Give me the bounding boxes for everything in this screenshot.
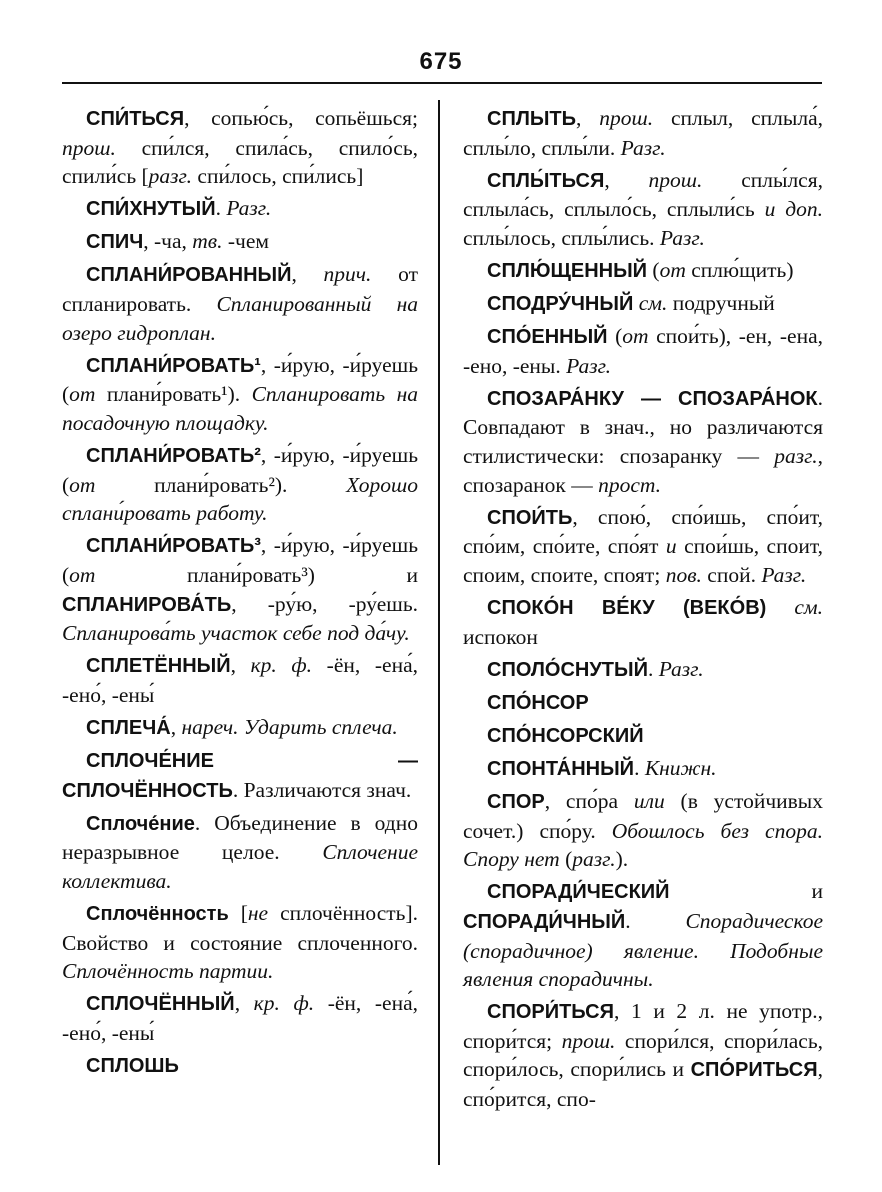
italic-text: Обошлось без спора. Спору нет xyxy=(463,818,823,872)
entry-text: плани́ровать²). xyxy=(95,472,347,497)
dictionary-entry xyxy=(463,655,823,685)
dictionary-entry xyxy=(62,351,418,438)
dictionary-entry xyxy=(62,809,418,896)
dictionary-entry xyxy=(62,651,418,709)
headword: СПОРАДИ́ЧНЫЙ xyxy=(463,910,626,933)
dictionary-entry xyxy=(463,289,823,319)
dictionary-entry xyxy=(463,688,823,718)
entry-text: . xyxy=(625,908,686,933)
entry-text: плани́ровать¹). xyxy=(95,382,252,407)
headword: СПОНТА́ННЫЙ xyxy=(487,757,635,780)
dictionary-entry xyxy=(463,104,823,162)
entry-text: подручный xyxy=(667,291,775,316)
entry-text: ). xyxy=(615,847,629,872)
entry-text: сплы́лся, сплыла́сь, сплыло́сь, сплыли́сь xyxy=(463,167,823,222)
entry-text: , xyxy=(170,714,182,739)
italic-text: прош. xyxy=(62,135,116,160)
page-number: 675 xyxy=(419,48,463,75)
entry-text: испокон xyxy=(463,624,538,649)
headword: СПЛЫТЬ xyxy=(487,108,577,130)
entry-text: и xyxy=(669,879,823,904)
dictionary-entry xyxy=(62,531,418,647)
entry-text: , -и́рую, -и́руешь ( xyxy=(62,352,418,407)
headword: СПЛАНИ́РОВАТЬ¹ xyxy=(86,354,261,377)
dictionary-entry xyxy=(463,787,823,874)
dictionary-entry xyxy=(62,260,418,347)
italic-text: Книжн. xyxy=(644,755,717,780)
italic-text: см. xyxy=(638,291,668,316)
dictionary-entry xyxy=(62,441,418,528)
italic-text: Сплочённость партии. xyxy=(62,959,274,984)
entry-text: , спо́ра xyxy=(544,789,634,814)
entry-text: . Объединение в одно неразрывное целое. xyxy=(62,810,418,865)
headword: СПЛЮ́ЩЕННЫЙ xyxy=(487,259,648,282)
headword: СПЛАНИ́РОВАТЬ² xyxy=(86,445,261,468)
italic-text: от xyxy=(659,257,686,282)
italic-text: от xyxy=(622,324,649,349)
headword: СПОР xyxy=(487,791,545,814)
italic-text: от xyxy=(69,382,96,407)
italic-text: кр. ф. xyxy=(250,653,313,678)
italic-text: Хорошо сплани́ровать работу. xyxy=(62,472,418,526)
dictionary-entry xyxy=(62,104,418,191)
headword: СПОРАДИ́ЧЕСКИЙ xyxy=(487,881,670,904)
headword: СПО́РИТЬСЯ xyxy=(690,1059,818,1082)
entry-text: от спланировать. xyxy=(62,262,418,317)
headword: СПЛЕТЁННЫЙ xyxy=(86,655,231,678)
dictionary-entry xyxy=(62,194,418,224)
entry-text: . xyxy=(634,755,645,780)
dictionary-entry xyxy=(463,593,823,651)
entry-text: спои́ть), -ен, -ена, -ено, -ены. xyxy=(463,324,823,378)
left-column xyxy=(62,104,418,1084)
italic-text: Спланированный на озеро гидроплан. xyxy=(62,292,418,345)
entry-text: сплю́щить) xyxy=(685,257,794,282)
entry-text: -ён, -ена́, -ено́, -ены́ xyxy=(62,991,418,1045)
headword: СПЛАНИРОВА́ТЬ xyxy=(62,593,232,616)
italic-text: Сплочение коллектива. xyxy=(62,840,418,893)
headword: СПОДРУ́ЧНЫЙ xyxy=(487,293,634,316)
headword: СПЛОЧЁННЫЙ xyxy=(86,993,235,1016)
entry-text: , сопью́сь, сопьёшься; xyxy=(184,106,418,130)
headword: СПОЛО́СНУТЫЙ xyxy=(487,658,648,681)
dictionary-entry xyxy=(463,256,823,286)
italic-text: и доп. xyxy=(764,197,823,222)
entry-text: спи́лся, спила́сь, спило́сь, спили́сь [ xyxy=(62,135,418,189)
entry-text xyxy=(766,595,794,619)
headword: СПЛЫ́ТЬСЯ xyxy=(487,169,605,192)
entry-text: . xyxy=(215,196,227,221)
headword: СПО́НСОР xyxy=(487,691,589,714)
entry-text: плани́ровать³) и xyxy=(95,562,418,587)
italic-text: Разг. xyxy=(620,135,666,160)
italic-text: Разг. xyxy=(761,562,807,587)
italic-text: не xyxy=(247,900,269,925)
headword: СПОИ́ТЬ xyxy=(487,506,573,529)
headword: СПЛОШЬ xyxy=(86,1054,179,1077)
entry-text: , xyxy=(604,167,649,192)
italic-text: Спланировать на посадочную площадку. xyxy=(62,382,419,435)
dictionary-entry xyxy=(62,1051,418,1081)
dictionary-entry xyxy=(463,754,823,784)
entry-text: сплочённость]. Свойство и состояние сплоченного. xyxy=(62,900,418,955)
italic-text: прич. xyxy=(323,262,372,287)
italic-text: прош. xyxy=(599,106,654,130)
entry-text: . Различаются знач. xyxy=(232,777,412,802)
headword: СПО́ЕННЫЙ xyxy=(487,326,608,349)
dictionary-entry xyxy=(62,227,418,257)
entry-text: . Совпадают в знач., но различаются стилистически: спозаранку — xyxy=(463,385,823,469)
italic-text: или xyxy=(633,789,665,814)
entry-text: , xyxy=(234,991,254,1016)
entry-text: -ён, -ена́, -ено́, -ены́ xyxy=(62,653,418,707)
entry-text: , xyxy=(291,262,324,287)
headword: СПИ́ТЬСЯ xyxy=(86,108,185,130)
entry-text: , -ча, xyxy=(143,229,193,254)
italic-text: разг. xyxy=(572,847,616,872)
entry-text: [ xyxy=(228,900,248,925)
entry-text: , -ру́ю, -ру́ешь. xyxy=(231,591,418,616)
dictionary-entry xyxy=(463,166,823,253)
entry-text: -чем xyxy=(222,229,269,254)
dictionary-entry xyxy=(463,721,823,751)
italic-text: Спланирова́ть участок себе под да́чу. xyxy=(62,621,410,646)
entry-text: спи́лось, спи́лись] xyxy=(192,164,364,189)
entry-text: , спо́рится, спо- xyxy=(463,1057,823,1111)
italic-text: и xyxy=(665,534,677,559)
italic-text: от xyxy=(69,562,96,587)
right-column xyxy=(463,104,823,1117)
entry-text: , xyxy=(576,106,600,130)
headword: СПО́НСОРСКИЙ xyxy=(487,724,644,747)
entry-text: сплыл, сплыла́, сплы́ло, сплы́ли. xyxy=(463,106,823,160)
entry-text: спори́лся, спори́лась, спори́лось, спори́лись и xyxy=(463,1028,823,1082)
entry-text: , спозаранок — xyxy=(463,444,823,497)
entry-text: спои́шь, споит, споим, споите, споят; xyxy=(463,534,824,587)
headword: СПИ́ХНУТЫЙ xyxy=(86,198,216,221)
dictionary-entry xyxy=(62,899,418,986)
headword: Сплочённость xyxy=(86,902,229,925)
dictionary-entry xyxy=(463,877,823,993)
italic-text: прош. xyxy=(648,167,703,192)
header-rule xyxy=(62,82,822,84)
italic-text: пов. xyxy=(665,562,702,587)
italic-text: тв. xyxy=(192,229,223,254)
headword: СПОКО́Н ВЕ́КУ (ВЕКО́В) xyxy=(487,597,767,619)
italic-text: Разг. xyxy=(226,196,272,221)
italic-text: от xyxy=(69,472,96,497)
italic-text: см. xyxy=(794,595,824,619)
italic-text: прош. xyxy=(561,1028,616,1053)
headword: СПОЗАРА́НКУ — СПОЗАРА́НОК xyxy=(487,387,818,410)
dictionary-entry xyxy=(62,989,418,1047)
headword: СПЛАНИ́РОВАТЬ³ xyxy=(86,535,261,558)
entry-text: , -и́рую, -и́руешь ( xyxy=(62,533,418,587)
italic-text: разг. xyxy=(148,164,193,189)
entry-text: сплы́лось, сплы́лись. xyxy=(463,225,660,250)
headword: СПЛАНИ́РОВАННЫЙ xyxy=(86,264,292,287)
entry-text: ( xyxy=(607,324,623,349)
entry-text: , xyxy=(230,653,251,678)
headword: СПОРИ́ТЬСЯ xyxy=(487,1001,615,1024)
italic-text: нареч. Ударить сплеча. xyxy=(181,714,398,739)
column-divider xyxy=(438,100,440,1165)
entry-text: , -и́рую, -и́руешь ( xyxy=(62,443,418,497)
italic-text: Разг. xyxy=(659,225,705,250)
dictionary-entry xyxy=(62,746,418,805)
entry-text: . xyxy=(647,656,659,681)
italic-text: Разг. xyxy=(658,656,704,681)
dictionary-entry xyxy=(463,997,823,1113)
entry-text: спой. xyxy=(701,562,762,587)
entry-text: , спою́, спо́ишь, спо́ит, спо́им, спо́ите, спо́ят xyxy=(463,504,823,559)
dictionary-entry xyxy=(62,713,418,743)
entry-text: ( xyxy=(559,847,573,872)
italic-text: кр. ф. xyxy=(253,991,315,1016)
entry-text: ( xyxy=(647,257,660,282)
headword: СПИЧ xyxy=(86,231,144,254)
entry-text: (в устойчивых сочет.) спо́ру. xyxy=(463,789,824,843)
headword: СПЛЕЧА́ xyxy=(86,716,171,739)
dictionary-entry xyxy=(463,322,823,380)
italic-text: прост. xyxy=(598,472,662,497)
headword: СПЛОЧЕ́НИЕ — СПЛОЧЁННОСТЬ xyxy=(62,749,418,802)
headword: Сплоче́ние xyxy=(86,812,195,835)
italic-text: Разг. xyxy=(566,353,612,378)
dictionary-entry xyxy=(463,503,823,590)
italic-text: Спорадическое (спорадичное) явление. Подобные явления спорадичны. xyxy=(463,908,823,992)
dictionary-entry xyxy=(463,384,823,499)
italic-text: разг. xyxy=(774,444,818,469)
entry-text: , 1 и 2 л. не употр., спори́тся; xyxy=(463,999,823,1053)
